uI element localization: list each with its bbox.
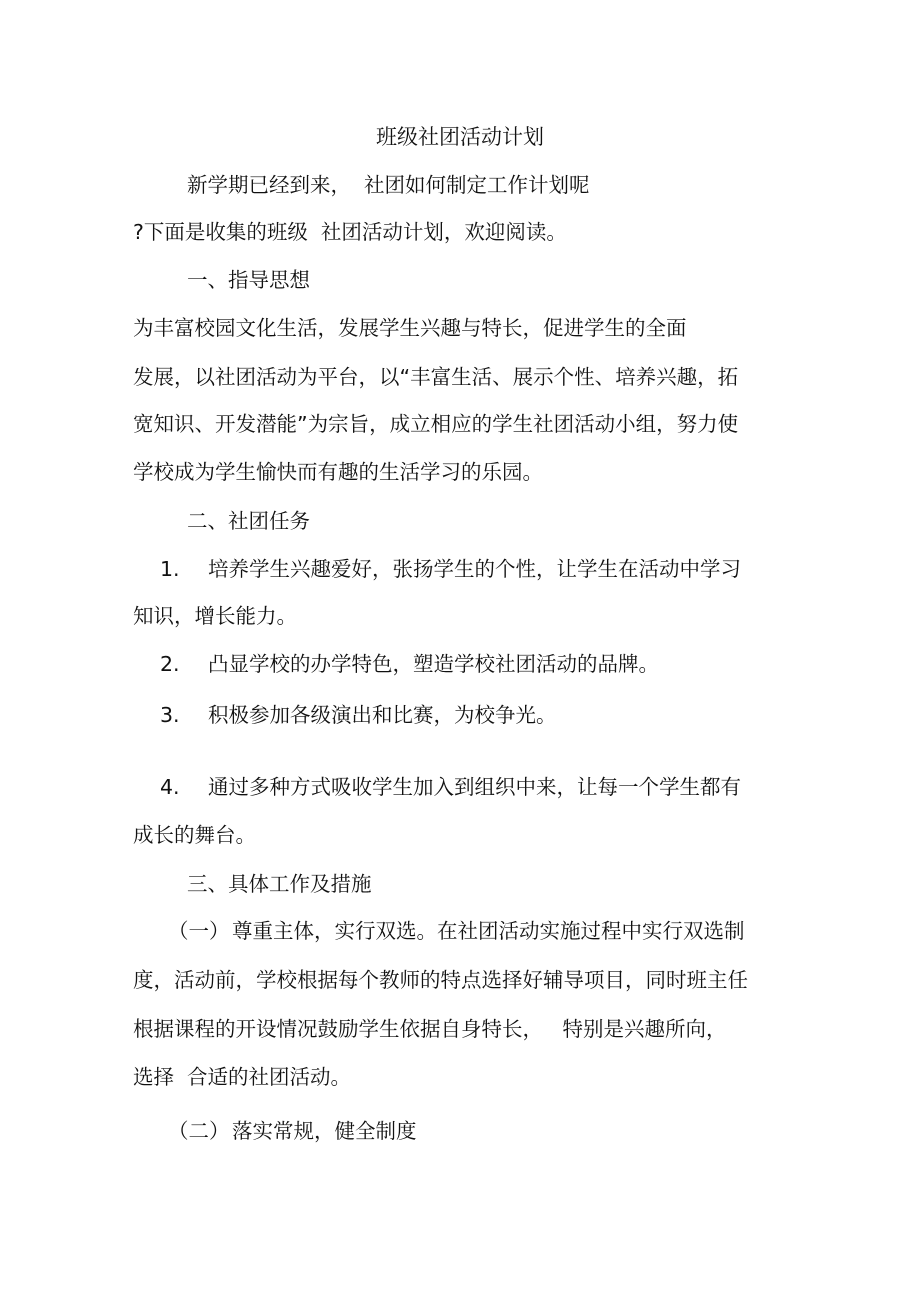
section-2-heading: 二、社团任务 — [187, 509, 310, 533]
task-item-4 — [160, 774, 741, 800]
task-text: 通过多种方式吸收学生加入到组织中来，让每一个学生都有 — [208, 775, 741, 799]
section-1-line: 宽知识、开发潜能”为宗旨，成立相应的学生社团活动小组，努力使 — [133, 412, 739, 436]
task-item-4-continuation: 成长的舞台。 — [133, 823, 256, 847]
task-item-3 — [160, 702, 557, 728]
intro-line-1: 新学期已经到来， 社团如何制定工作计划呢 — [187, 173, 590, 197]
task-item-2 — [160, 651, 659, 677]
subsection-1-first-line — [168, 918, 745, 944]
list-number: 4. — [160, 775, 180, 799]
subsection-1-line: 根据课程的开设情况鼓励学生依据自身特长， 特别是兴趣所向， — [133, 1017, 727, 1041]
task-text: 培养学生兴趣爱好，张扬学生的个性，让学生在活动中学习 — [208, 557, 741, 581]
task-text: 积极参加各级演出和比赛，为校争光。 — [208, 703, 557, 727]
subsection-label: （一） — [168, 919, 230, 943]
section-1-line: 发展，以社团活动为平台，以“丰富生活、展示个性、培养兴趣，拓 — [133, 365, 739, 389]
section-3-heading: 三、具体工作及措施 — [187, 872, 372, 896]
intro-line-2: ?下面是收集的班级 社团活动计划，欢迎阅读。 — [133, 220, 567, 244]
list-number: 1. — [160, 557, 180, 581]
section-1-line: 为丰富校园文化生活，发展学生兴趣与特长，促进学生的全面 — [133, 316, 687, 340]
subsection-1-line: 选择 合适的社团活动。 — [133, 1065, 352, 1089]
subsection-text: 落实常规，健全制度 — [232, 1119, 417, 1143]
section-1-heading: 一、指导思想 — [187, 268, 310, 292]
task-text: 凸显学校的办学特色，塑造学校社团活动的品牌。 — [208, 652, 659, 676]
subsection-1-line: 度，活动前，学校根据每个教师的特点选择好辅导项目，同时班主任 — [133, 968, 748, 992]
page-title: 班级社团活动计划 — [376, 125, 544, 149]
subsection-text: 尊重主体，实行双选。在社团活动实施过程中实行双选制 — [232, 919, 745, 943]
subsection-2-heading — [168, 1118, 417, 1144]
list-number: 2. — [160, 652, 180, 676]
section-1-line: 学校成为学生愉快而有趣的生活学习的乐园。 — [133, 460, 543, 484]
subsection-label: （二） — [168, 1119, 230, 1143]
task-item-1-continuation: 知识，增长能力。 — [133, 604, 297, 628]
list-number: 3. — [160, 703, 180, 727]
task-item-1 — [160, 556, 741, 582]
